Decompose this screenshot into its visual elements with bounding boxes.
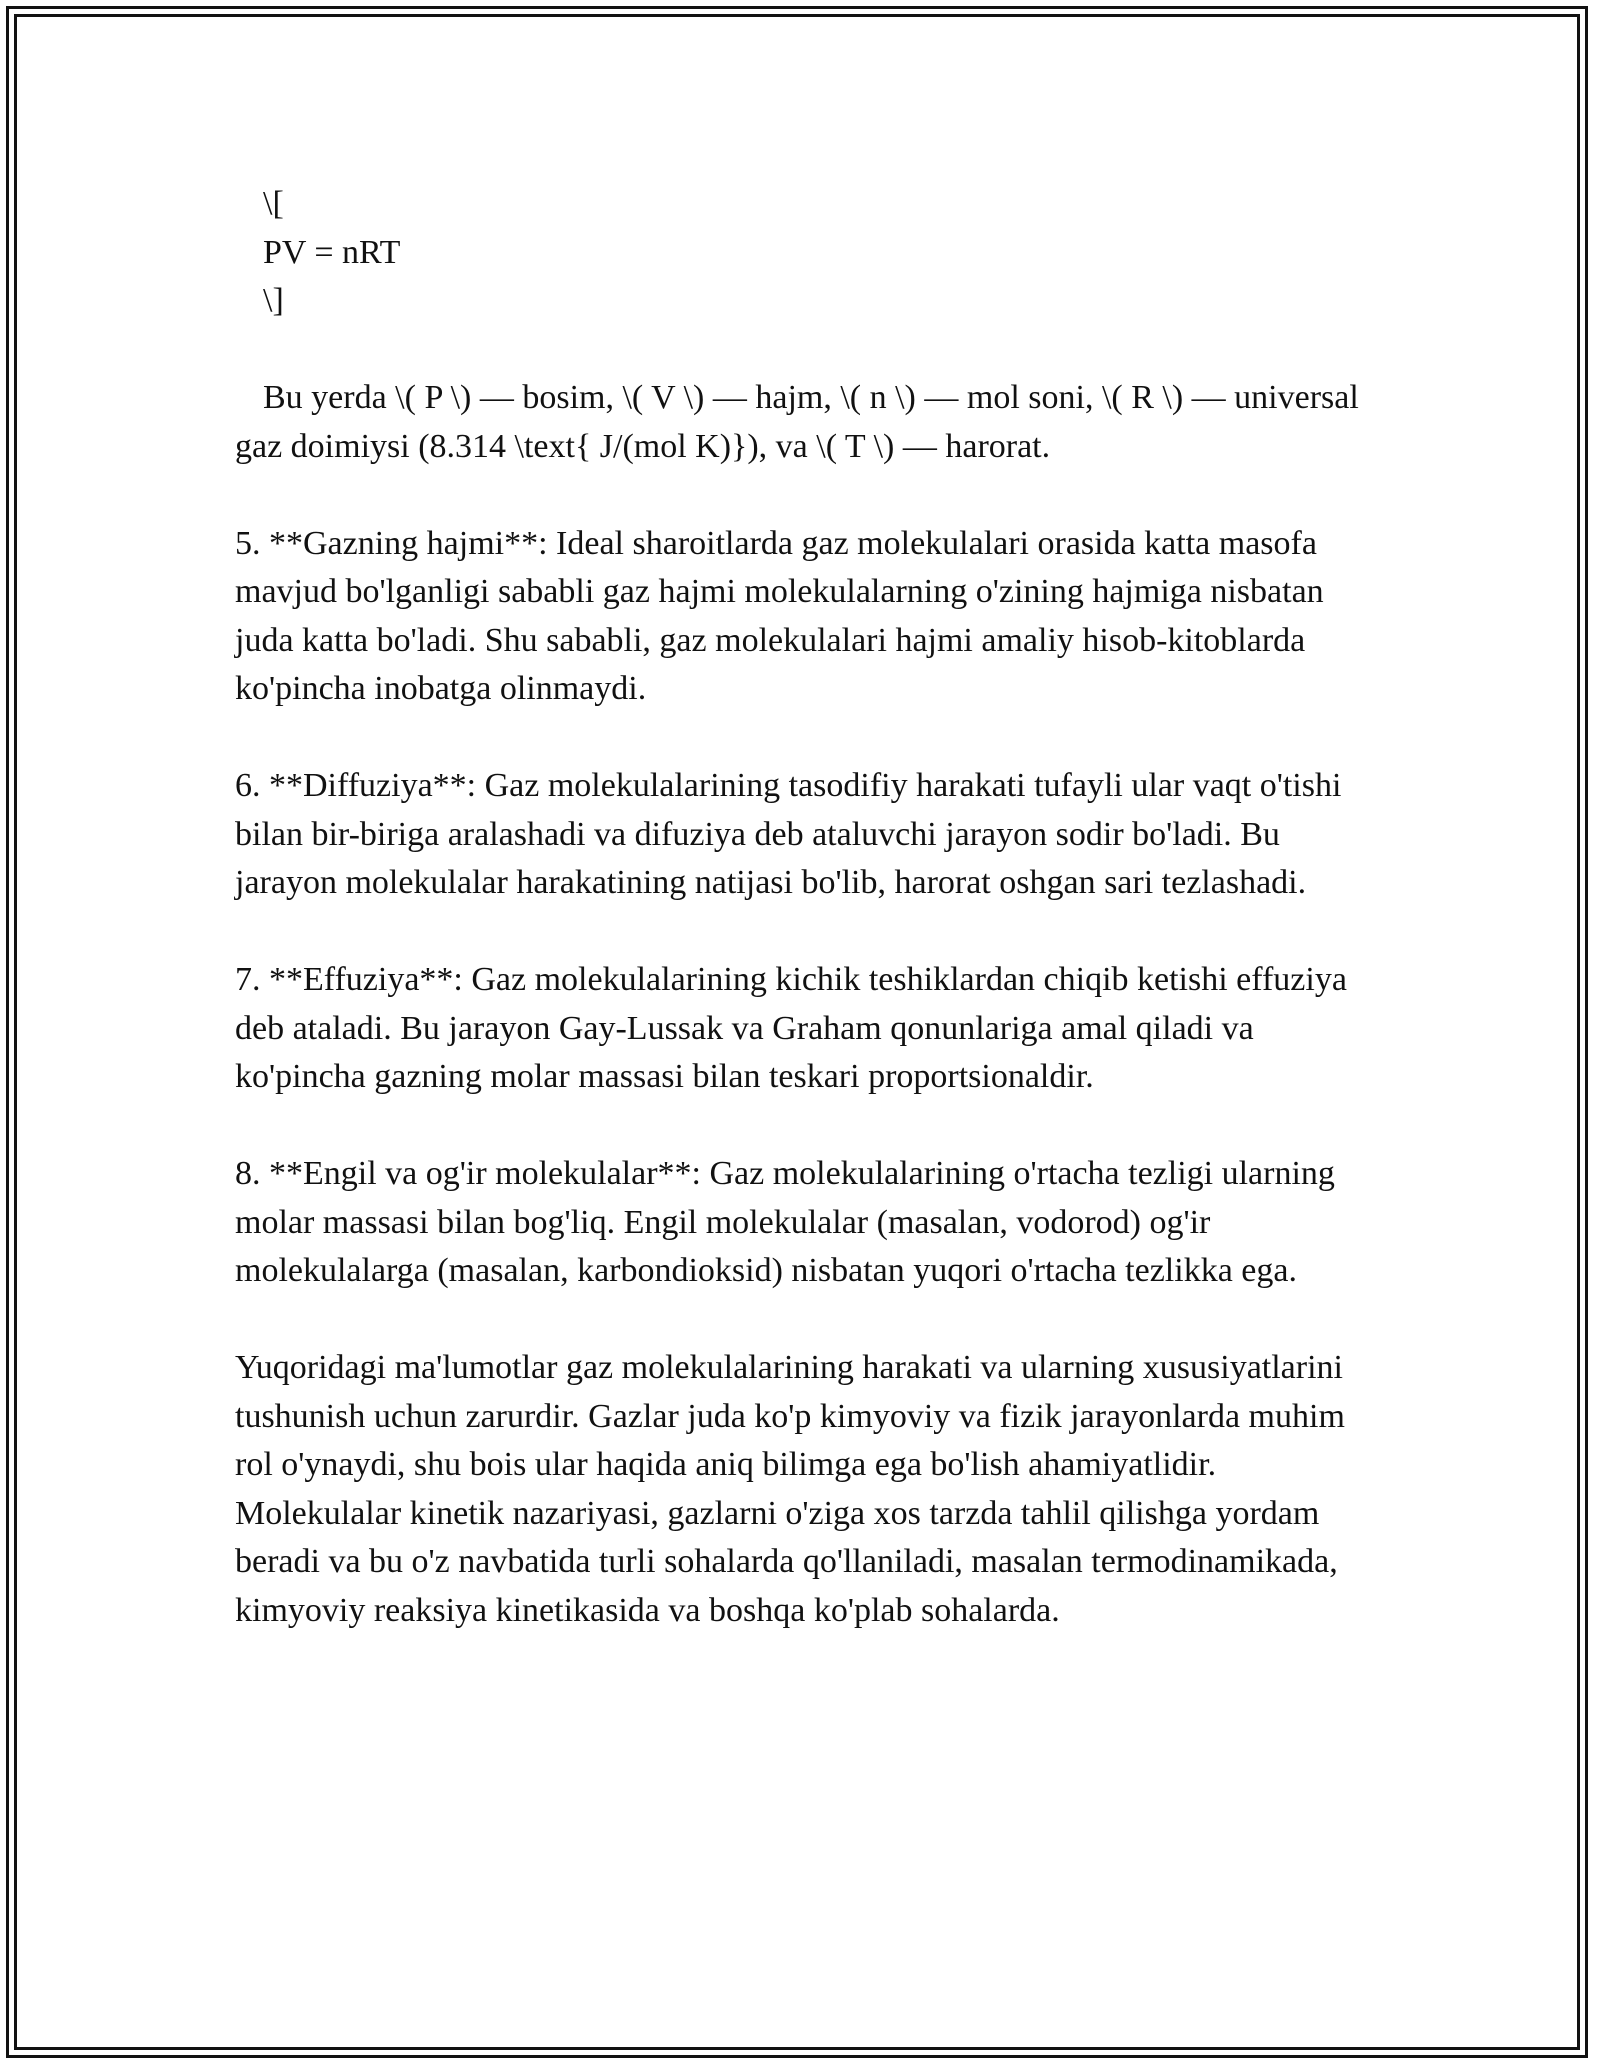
ideal-gas-equation: PV = nRT — [263, 233, 401, 271]
paragraph-light-heavy-molecules: 8. **Engil va og'ir molekulalar**: Gaz molekulalarining o'rtacha tezligi ularning molar massasi bilan bog'liq. Engil molekulalar (masalan, vodorod) og'ir molekulalarga (masalan, karbondioksid) nisbatan yuqori o'rtacha tezlikka ega. — [235, 1155, 1335, 1289]
document-body — [235, 180, 1375, 1635]
paragraph-conclusion: Yuqoridagi ma'lumotlar gaz molekulalarining harakati va ularning xususiyatlarini tushunish uchun zarurdir. Gazlar juda ko'p kimyoviy va fizik jarayonlarda muhim rol o'ynaydi, shu bois ular haqida aniq bilimga ega bo'lish ahamiyatlidir. Molekulalar kinetik nazariyasi, gazlarni o'ziga xos tarzda tahlil qilishga yordam beradi va bu o'z navbatida turli sohalarda qo'llaniladi, masalan termodinamikada, kimyoviy reaksiya kinetikasida va boshqa ko'plab sohalarda. — [235, 1349, 1345, 1629]
math-open-delimiter: \[ — [263, 185, 284, 222]
paragraph-gas-volume: 5. **Gazning hajmi**: Ideal sharoitlarda gaz molekulalari orasida katta masofa mavjud bo'lganligi sababli gaz hajmi molekulalarning o'zining hajmiga nisbatan juda katta bo'ladi. Shu sababli, gaz molekulalari hajmi amaliy hisob-kitoblarda ko'pincha inobatga olinmaydi. — [235, 524, 1324, 707]
display-equation — [235, 180, 1375, 326]
paragraph-variable-definitions: Bu yerda \( P \) — bosim, \( V \) — hajm, \( n \) — mol soni, \( R \) — universal gaz doimiysi (8.314 \text{ J/(mol K)}), va \( T \) — harorat. — [235, 379, 1359, 465]
paragraph-diffusion: 6. **Diffuziya**: Gaz molekulalarining tasodifiy harakati tufayli ular vaqt o'tishi bilan bir-biriga aralashadi va difuziya deb ataluvchi jarayon sodir bo'ladi. Bu jarayon molekulalar harakatining natijasi bo'lib, harorat oshgan sari tezlashadi. — [235, 767, 1342, 901]
paragraph-effusion: 7. **Effuziya**: Gaz molekulalarining kichik teshiklardan chiqib ketishi effuziya deb ataladi. Bu jarayon Gay-Lussak va Graham qonunlariga amal qiladi va ko'pincha gazning molar massasi bilan teskari proportsionaldir. — [235, 961, 1347, 1095]
math-close-delimiter: \] — [263, 282, 284, 319]
